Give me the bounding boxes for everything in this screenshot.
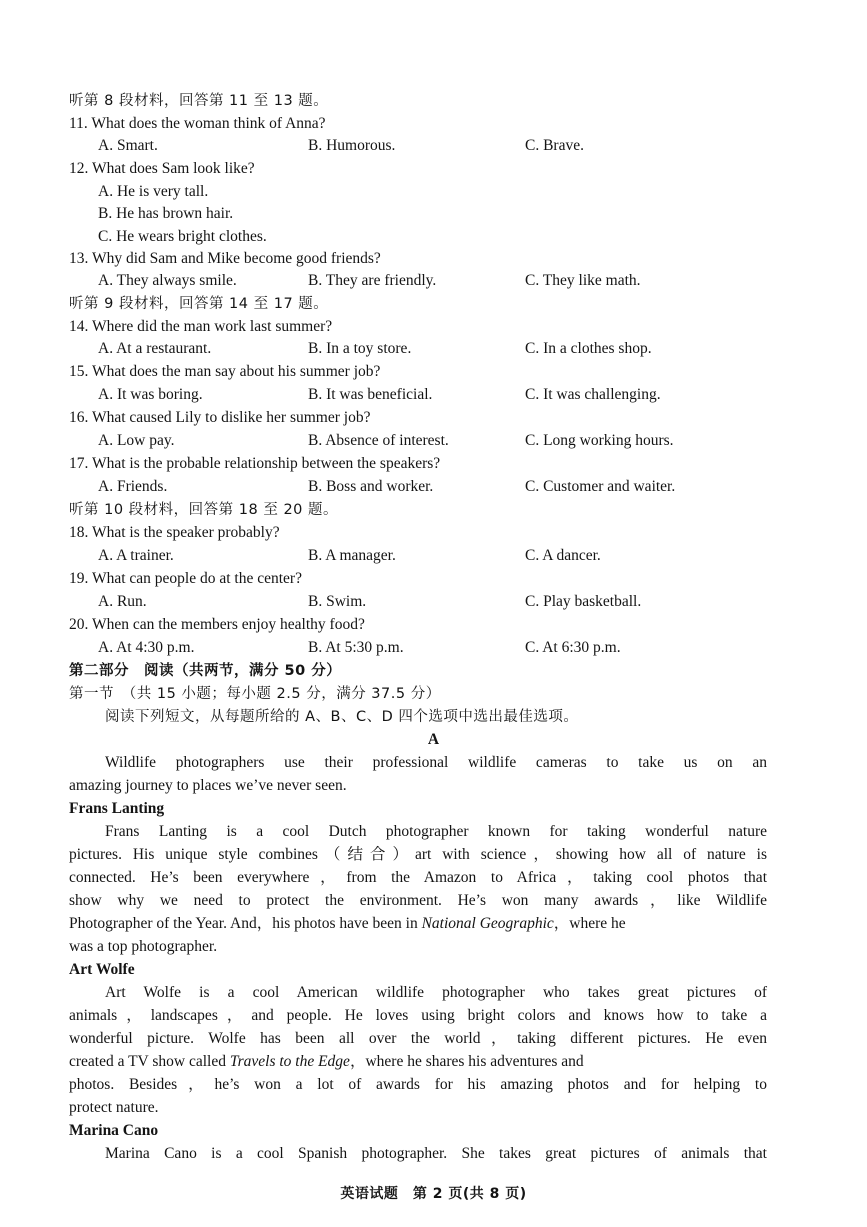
page-footer: 英语试题 第 2 页(共 8 页)	[340, 1186, 527, 1202]
question-18-option-b: B. A manager.	[308, 547, 396, 564]
question-14-option-b: B. In a toy store.	[308, 340, 412, 357]
question-17-option-a: A. Friends.	[98, 478, 168, 495]
wolfe-line-6: protect nature.	[69, 1099, 159, 1116]
wolfe-line-2: animals，landscapes，and people. He loves using bright colors and knows how to take a	[69, 1007, 767, 1024]
wolfe-line-5: photos. Besides，he’s won a lot of awards for his amazing photos and for helping to	[69, 1076, 767, 1093]
section8-header: 听第 8 段材料，回答第 11 至 13 题。	[69, 93, 329, 109]
reading-part-title: 第二部分 阅读（共两节，满分 50 分）	[69, 663, 342, 679]
question-12-option-c: C. He wears bright clothes.	[98, 228, 267, 245]
photographer-name-marina-cano: Marina Cano	[69, 1122, 159, 1139]
question-11-stem: 11. What does the woman think of Anna?	[69, 115, 326, 132]
wolfe-line-4-text: created a TV show called	[69, 1053, 230, 1070]
question-12-stem: 12. What does Sam look like?	[69, 160, 255, 177]
question-18-option-c: C. A dancer.	[525, 547, 601, 564]
cano-line-1: Marina Cano is a cool Spanish photographer. She takes great pictures of animals that	[105, 1145, 767, 1162]
question-20-option-c: C. At 6:30 p.m.	[525, 639, 621, 656]
section9-header: 听第 9 段材料，回答第 14 至 17 题。	[69, 296, 329, 312]
question-16-option-c: C. Long working hours.	[525, 432, 674, 449]
frans-line-3: connected. He’s been everywhere，from the Amazon to Africa，taking cool photos that	[69, 869, 767, 886]
frans-line-6: was a top photographer.	[69, 938, 218, 955]
question-13-stem: 13. Why did Sam and Mike become good friends?	[69, 250, 381, 267]
question-16-option-b: B. Absence of interest.	[308, 432, 449, 449]
question-15-option-b: B. It was beneficial.	[308, 386, 433, 403]
question-15-stem: 15. What does the man say about his summer job?	[69, 363, 381, 380]
wolfe-line-3: wonderful picture. Wolfe has been all over the world，taking different pictures. He even	[69, 1030, 767, 1047]
question-13-option-c: C. They like math.	[525, 272, 641, 289]
question-15-option-c: C. It was challenging.	[525, 386, 661, 403]
question-12-option-a: A. He is very tall.	[98, 183, 209, 200]
frans-line-5-text: Photographer of the Year. And，his photos have been in	[69, 915, 422, 932]
section10-header: 听第 10 段材料，回答第 18 至 20 题。	[69, 502, 339, 518]
question-13-option-a: A. They always smile.	[98, 272, 237, 289]
frans-line-2: pictures. His unique style combines（结合）art with science，showing how all of nature is	[69, 846, 767, 863]
question-19-option-b: B. Swim.	[308, 593, 367, 610]
magazine-title: National Geographic	[421, 915, 554, 932]
wolfe-line-1: Art Wolfe is a cool American wildlife photographer who takes great pictures of	[105, 984, 767, 1001]
question-11-option-a: A. Smart.	[98, 137, 158, 154]
question-18-option-a: A. A trainer.	[98, 547, 174, 564]
question-20-option-a: A. At 4:30 p.m.	[98, 639, 195, 656]
question-17-stem: 17. What is the probable relationship between the speakers?	[69, 455, 441, 472]
question-17-option-c: C. Customer and waiter.	[525, 478, 676, 495]
question-18-stem: 18. What is the speaker probably?	[69, 524, 280, 541]
question-12-option-b: B. He has brown hair.	[98, 205, 234, 222]
reading-instruction: 阅读下列短文，从每题所给的 A、B、C、D 四个选项中选出最佳选项。	[105, 709, 579, 725]
question-20-option-b: B. At 5:30 p.m.	[308, 639, 404, 656]
wolfe-line-4-end: ，where he shares his adventures and	[349, 1053, 584, 1070]
question-16-stem: 16. What caused Lily to dislike her summer job?	[69, 409, 371, 426]
frans-line-4: show why we need to protect the environment. He’s won many awards，like Wildlife	[69, 892, 767, 909]
question-19-option-a: A. Run.	[98, 593, 147, 610]
question-15-option-a: A. It was boring.	[98, 386, 203, 403]
reading-section-title: 第一节 （共 15 小题；每小题 2.5 分，满分 37.5 分）	[69, 686, 441, 702]
question-14-stem: 14. Where did the man work last summer?	[69, 318, 333, 335]
question-20-stem: 20. When can the members enjoy healthy food?	[69, 616, 365, 633]
frans-line-5	[69, 914, 626, 934]
intro-line-2: amazing journey to places we’ve never seen.	[69, 777, 347, 794]
question-19-option-c: C. Play basketball.	[525, 593, 642, 610]
question-13-option-b: B. They are friendly.	[308, 272, 437, 289]
passage-label: A	[427, 731, 440, 748]
photographer-name-frans-lanting: Frans Lanting	[69, 800, 165, 817]
question-11-option-b: B. Humorous.	[308, 137, 396, 154]
question-14-option-a: A. At a restaurant.	[98, 340, 212, 357]
question-14-option-c: C. In a clothes shop.	[525, 340, 652, 357]
frans-line-1: Frans Lanting is a cool Dutch photographer known for taking wonderful nature	[105, 823, 767, 840]
tv-show-title: Travels to the Edge	[229, 1053, 350, 1070]
photographer-name-art-wolfe: Art Wolfe	[69, 961, 135, 978]
wolfe-line-4	[69, 1052, 584, 1072]
intro-line-1: Wildlife photographers use their professional wildlife cameras to take us on an	[105, 754, 767, 771]
question-17-option-b: B. Boss and worker.	[308, 478, 434, 495]
question-19-stem: 19. What can people do at the center?	[69, 570, 302, 587]
frans-line-5-end: ，where he	[553, 915, 626, 932]
question-16-option-a: A. Low pay.	[98, 432, 175, 449]
question-11-option-c: C. Brave.	[525, 137, 584, 154]
